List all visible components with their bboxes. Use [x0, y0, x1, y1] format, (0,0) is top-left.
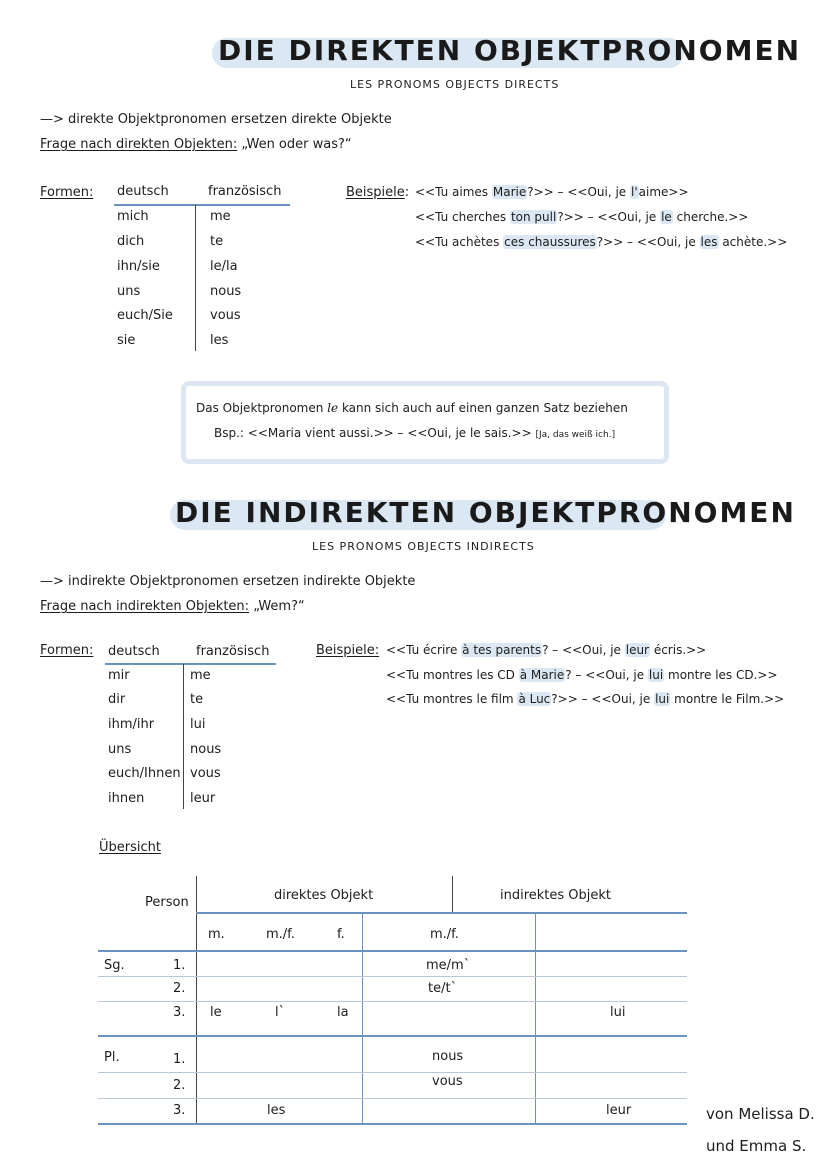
row-fr: lui	[190, 717, 206, 732]
row-fr: nous	[190, 742, 222, 757]
row-de: ihn/sie	[117, 259, 160, 274]
cell-value: l`	[275, 1005, 286, 1020]
header-mf-2: m./f.	[430, 927, 459, 942]
question-text: „Wen oder was?“	[241, 137, 352, 152]
table-line	[98, 1001, 687, 1002]
question-line	[40, 137, 352, 152]
row-fr: me	[190, 668, 211, 683]
example-3: <<Tu achètes ces chaussures?>> – <<Oui, je les achète.>>	[415, 235, 788, 249]
header-indirect: indirektes Objekt	[500, 888, 612, 903]
cell-value: lui	[610, 1005, 626, 1020]
column-divider	[195, 205, 196, 351]
example-2: <<Tu cherches ton pull?>> – <<Oui, je le cherche.>>	[415, 210, 749, 224]
example-1: <<Tu écrire à tes parents? – <<Oui, je leur écris.>>	[386, 643, 707, 657]
row-fr: vous	[190, 766, 221, 781]
table-line	[362, 913, 363, 1124]
row-de: ihnen	[108, 791, 145, 806]
examples-label: Beispiele:	[316, 643, 380, 658]
row-de: mich	[117, 209, 149, 224]
rule-text: —> direkte Objektpronomen ersetzen direkte Objekte	[40, 112, 392, 127]
note-line-2: Bsp.: <<Maria vient aussi.>> – <<Oui, je le sais.>> [Ja, das weiß ich.]	[214, 426, 616, 440]
row-de: uns	[108, 742, 132, 757]
subtitle: LES PRONOMS OBJECTS INDIRECTS	[312, 540, 535, 553]
person-number: 2.	[173, 1078, 186, 1093]
author-line-1: von Melissa D.	[706, 1105, 815, 1123]
cell-value: leur	[606, 1103, 632, 1118]
row-de: uns	[117, 284, 141, 299]
question-label: Frage nach indirekten Objekten:	[40, 599, 250, 614]
person-number: 2.	[173, 981, 186, 996]
header-underline	[105, 663, 276, 665]
label-sg: Sg.	[104, 958, 125, 973]
table-line	[452, 876, 453, 912]
row-de: ihm/ihr	[108, 717, 155, 732]
row-fr: les	[210, 333, 229, 348]
rule-text: —> indirekte Objektpronomen ersetzen indirekte Objekte	[40, 574, 416, 589]
col-header-fr: französisch	[208, 184, 282, 199]
row-fr: te	[210, 234, 224, 249]
col-header-de: deutsch	[108, 644, 160, 659]
row-fr: te	[190, 692, 204, 707]
table-line	[98, 976, 687, 977]
col-header-fr: französisch	[196, 644, 270, 659]
forms-label: Formen:	[40, 185, 94, 200]
header-person: Person	[145, 895, 189, 910]
page-title: DIE DIREKTEN OBJEKTPRONOMEN	[218, 34, 802, 67]
row-de: sie	[117, 333, 136, 348]
row-fr: nous	[210, 284, 242, 299]
row-de: dir	[108, 692, 126, 707]
table-line	[98, 1123, 687, 1125]
overview-label: Übersicht	[99, 840, 161, 855]
example-3: <<Tu montres le film à Luc?>> – <<Oui, je lui montre le Film.>>	[386, 692, 785, 706]
row-de: mir	[108, 668, 130, 683]
header-m: m.	[208, 927, 225, 942]
example-1: <<Tu aimes Marie?>> – <<Oui, je l'aime>>	[415, 185, 689, 199]
person-number: 1.	[173, 958, 186, 973]
row-de: dich	[117, 234, 145, 249]
row-de: euch/Ihnen	[108, 766, 181, 781]
cell-value: nous	[432, 1049, 464, 1064]
person-number: 1.	[173, 1052, 186, 1067]
row-fr: vous	[210, 308, 241, 323]
note-box	[181, 381, 669, 464]
header-underline	[114, 204, 290, 206]
table-line	[196, 912, 687, 914]
cell-value: la	[337, 1005, 349, 1020]
person-number: 3.	[173, 1103, 186, 1118]
header-direct: direktes Objekt	[274, 888, 374, 903]
table-line	[98, 1098, 687, 1099]
row-fr: me	[210, 209, 231, 224]
row-fr: leur	[190, 791, 216, 806]
table-line	[98, 1072, 687, 1073]
author-line-2: und Emma S.	[706, 1137, 807, 1155]
header-mf: m./f.	[266, 927, 295, 942]
cell-value: vous	[432, 1074, 463, 1089]
row-fr: le/la	[210, 259, 238, 274]
cell-value: les	[267, 1103, 286, 1118]
column-divider	[183, 664, 184, 809]
forms-label: Formen:	[40, 643, 94, 658]
question-line	[40, 599, 305, 614]
subtitle: LES PRONOMS OBJECTS DIRECTS	[350, 78, 560, 91]
col-header-de: deutsch	[117, 184, 169, 199]
example-2: <<Tu montres les CD à Marie? – <<Oui, je lui montre les CD.>>	[386, 668, 778, 682]
cell-value: le	[210, 1005, 222, 1020]
cell-value: te/t`	[428, 981, 458, 996]
cell-value: me/m`	[426, 958, 471, 973]
question-label: Frage nach direkten Objekten:	[40, 137, 238, 152]
section-title: DIE INDIREKTEN OBJEKTPRONOMEN	[175, 496, 796, 529]
table-line	[535, 913, 536, 1124]
person-number: 3.	[173, 1005, 186, 1020]
examples-label: Beispiele:	[346, 185, 410, 200]
note-line-1: Das Objektpronomen le kann sich auch auf einen ganzen Satz beziehen	[196, 401, 628, 415]
label-pl: Pl.	[104, 1050, 120, 1065]
header-f: f.	[337, 927, 345, 942]
question-text: „Wem?“	[253, 599, 305, 614]
row-de: euch/Sie	[117, 308, 173, 323]
table-line	[98, 950, 687, 952]
table-line	[98, 1035, 687, 1037]
